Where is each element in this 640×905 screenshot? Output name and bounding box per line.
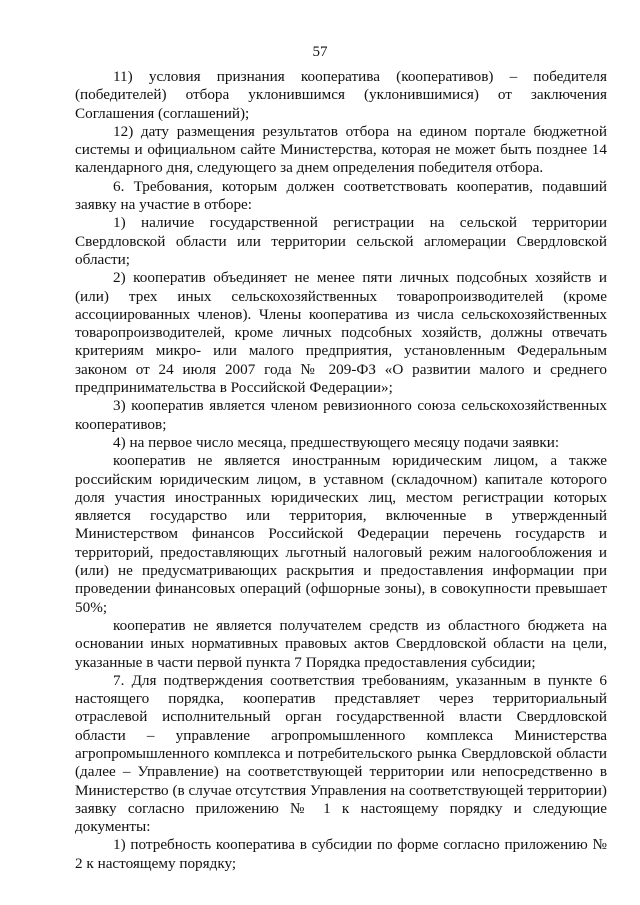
paragraph-requirement-1-registration: 1) наличие государственной регистрации на сельской территории Свердловской области или территории сельской агломерации Свердловской области;	[75, 214, 607, 268]
paragraph-other-funding-condition: кооператив не является получателем средств из областного бюджета на основании иных нормативных правовых актов Свердловской области на цели, указанные в части первой пункта 7 Порядка предоставления субсидии;	[75, 616, 607, 671]
paragraph-section-7-submission: 7. Для подтверждения соответствия требованиям, указанным в пункте 6 настоящего порядка, кооператив представляет через территориальный отраслевой исполнительный орган государственной власти Свердловской области – управление агропромышленного комплекса Министерства агропромышленного комплекса и потребительского рынка Свердловской области (далее – Управление) на соответствующей территории или непосредственно в Министерство (в случае отсутствия Управления на соответствующей территории) заявку согласно приложению № 1 к настоящему порядку и следующие документы:	[75, 671, 607, 836]
paragraph-item-12-results-date: 12) дату размещения результатов отбора на едином портале бюджетной системы и официальном сайте Министерства, которая не может быть позднее 14 календарного дня, следующего за днем определения победителя отбора.	[75, 122, 607, 177]
paragraph-item-11-refusal-conditions: 11) условия признания кооператива (кооперативов) – победителя (победителей) отбора уклонившимся (уклонившимися) от заключения Соглашения (соглашений);	[75, 68, 607, 122]
paragraph-requirement-2-membership: 2) кооператив объединяет не менее пяти личных подсобных хозяйств и (или) трех иных сельскохозяйственных товаропроизводителей (кроме ассоциированных членов). Члены кооператива из числа сельскохозяйственных товаропроизводителей, кроме личных подсобных хозяйств, должны отвечать критериям микро- или малого предприятия, установленным Федеральным законом от 24 июля 2007 года № 209-ФЗ «О развитии малого и среднего предпринимательства в Российской Федерации»;	[75, 269, 607, 397]
paragraph-requirement-4-reference-date: 4) на первое число месяца, предшествующего месяцу подачи заявки:	[113, 433, 560, 451]
page-number: 57	[312, 44, 328, 60]
paragraph-document-1-subsidy-need: 1) потребность кооператива в субсидии по форме согласно приложению № 2 к настоящему порядку;	[75, 836, 607, 872]
paragraph-requirement-3-audit-union: 3) кооператив является членом ревизионного союза сельскохозяйственных кооперативов;	[75, 397, 607, 433]
document-body	[75, 68, 607, 873]
paragraph-foreign-entity-condition: кооператив не является иностранным юридическим лицом, а также российским юридическим лицом, в уставном (складочном) капитале которого доля участия иностранных юридических лиц, местом регистрации которых является государство или территория, включенные в утвержденный Министерством финансов Российской Федерации перечень государств и территорий, предоставляющих льготный налоговый режим налогообложения и (или) не предусматривающих раскрытия и предоставления информации при проведении финансовых операций (офшорные зоны), в совокупности превышает 50%;	[75, 452, 607, 616]
paragraph-section-6-requirements: 6. Требования, которым должен соответствовать кооператив, подавший заявку на участие в отборе:	[75, 177, 607, 214]
